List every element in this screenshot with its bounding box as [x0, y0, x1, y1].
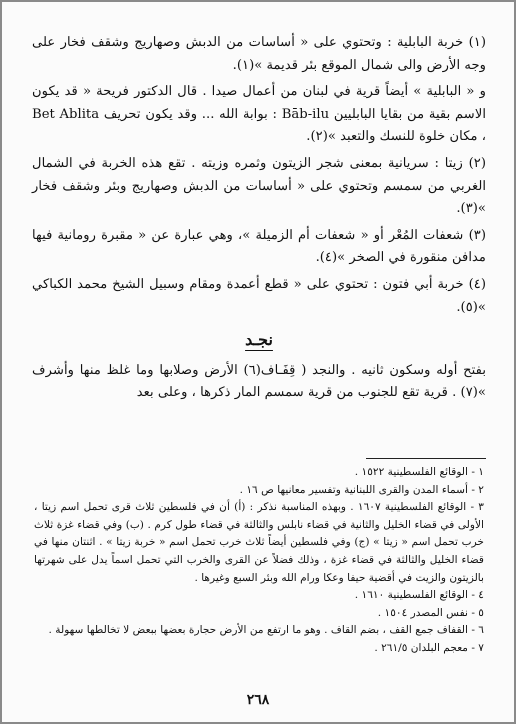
- footnote: ٣ - الوقائع الفلسطينية ١٦٠٧ . وبهذه المناسبة نذكر : (أ) أن في فلسطين ثلاث قرى تحمل اسم زيتا ، الأولى في قضاء الخليل والثانية في قضاء نابلس والثالثة في قضاء طول كرم . (ب) وفي قضاء غزة ثلاث خرب تحمل اسم « زيتا » (ج) وفي فلسطين أيضاً ثلاث خرب تحمل اسم « خربة زيتا » . اثنتان منها في قضاء الخليل والثالثة في قضاء غزة ، وذلك فضلاً عن القرى والخرب التي تحمل اسماً يدل على شهرتها بالزيتون والزيت في أقضية حيفا وعكا ورام الله وبئر السبع وغيرها .: [34, 501, 484, 584]
- footnote: ٢ - أسماء المدن والقرى اللبنانية وتفسير معانيها ص ١٦ .: [239, 483, 484, 496]
- footnote-divider: [366, 458, 486, 459]
- paragraph-abi-fatun: (٤) خربة أبي فتون : تحتوي على « قطع أعمدة ومقام وسبيل الشيخ محمد الكباكي »(٥).: [32, 276, 486, 315]
- footnote: ٥ - نفس المصدر ١٥٠٤ .: [377, 606, 484, 619]
- footnote: ١ - الوقائع الفلسطينية ١٥٢٢ .: [354, 466, 484, 478]
- paragraph-khirbat-babiliya: (١) خربة البابلية : وتحتوي على « أساسات من الدبش وصهاريج وشقف فخار على وجه الأرض والى شمال الموقع بئر قديمة »(١).: [32, 35, 486, 73]
- footnote: ٤ - الوقائع الفلسطينية ١٦١٠ .: [354, 589, 484, 602]
- footnotes: [34, 464, 484, 658]
- footnote: ٧ - معجم البلدان ٢٦١/٥ .: [374, 641, 484, 654]
- paragraph-zita: (٢) زيتا : سريانية بمعنى شجر الزيتون وثمره وزيته . تقع هذه الخربة في الشمال الغربي من سمسم وتحتوي على « أساسات من الدبش وصهاريج وبئر وشقف فخار »(٣).: [32, 155, 486, 217]
- section-heading: نجـد: [245, 330, 273, 350]
- paragraph-babiliya-lebanon: و « البابلية » أيضاً قرية في لبنان من أعمال صيدا . قال الدكتور فريحة « قد يكون الاسم بقية من بقايا البابليين Bāb-ilu : بوابة الله ... وقد يكون تحريف Bet Ablita ، مكان خلوة للنسك والتعبد »(٢).: [32, 84, 487, 145]
- main-text: [32, 32, 486, 409]
- footnote: ٦ - القفاف جمع القف ، بضم القاف . وهو ما ارتفع من الأرض حجارة بعضها ببعض لا تخالطها سهولة .: [48, 624, 484, 637]
- paragraph-najd: بفتح أوله وسكون ثانيه . والنجد ( قِفَـاف(٦) الأرض وصلابها وما غلظ منها وأشرف »(٧) . قرية تقع للجنوب من قرية سمسم المار ذكرها ، وعلى بعد: [32, 362, 486, 401]
- paragraph-shafat: (٣) شعفات المُعْر أو « شعفات أم الزميلة »، وهي عبارة عن « مقبرة رومانية فيها مدافن منقورة في الصخر »(٤).: [32, 227, 486, 266]
- page-number: ٢٦٨: [246, 692, 270, 708]
